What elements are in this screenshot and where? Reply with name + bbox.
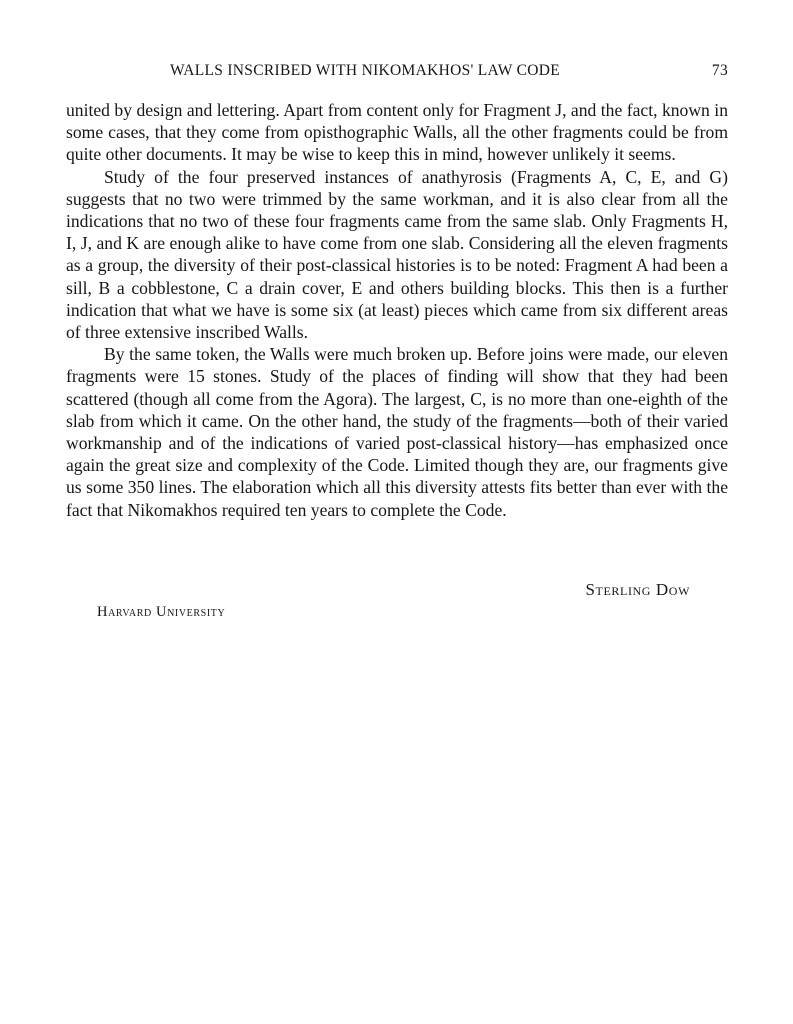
page-number: 73 bbox=[711, 62, 728, 79]
running-title: WALLS INSCRIBED WITH NIKOMAKHOS' LAW CODE bbox=[170, 62, 560, 79]
running-head bbox=[66, 62, 728, 84]
author-signature: Sterling Dow bbox=[585, 580, 690, 599]
paragraph-1: united by design and lettering. Apart from content only for Fragment J, and the fact, known in some cases, that they come from opisthographic Walls, all the other fragments could be from quite other documents. It may be wise to keep this in mind, however unlikely it seems. bbox=[66, 100, 728, 165]
paragraph-2: Study of the four preserved instances of anathyrosis (Fragments A, C, E, and G) suggests that no two were trimmed by the same workman, and it is also clear from all the indications that no two of these four fragments came from the same slab. Only Fragments H, I, J, and K are enough alike to have come from one slab. Considering all the eleven fragments as a group, the diversity of their post-classical histories is to be noted: Fragment A had been a sill, B a cobblestone, C a drain cover, E and others building blocks. This then is a further indication that what we have is some six (at least) pieces which came from six different areas of three extensive inscribed Walls. bbox=[66, 166, 728, 343]
author-affiliation: Harvard University bbox=[97, 604, 226, 620]
body-text bbox=[66, 99, 728, 521]
paragraph-3: By the same token, the Walls were much broken up. Before joins were made, our eleven fragments were 15 stones. Study of the places of finding will show that they had been scattered (though all come from the Agora). The largest, C, is no more than one-eighth of the slab from which it came. On the other hand, the study of the fragments—both of their varied workmanship and of the indications of varied post-classical history—has emphasized once again the great size and complexity of the Code. Limited though they are, our fragments give us some 350 lines. The elaboration which all this diversity attests fits better than ever with the fact that Nikomakhos required ten years to complete the Code. bbox=[66, 344, 728, 520]
